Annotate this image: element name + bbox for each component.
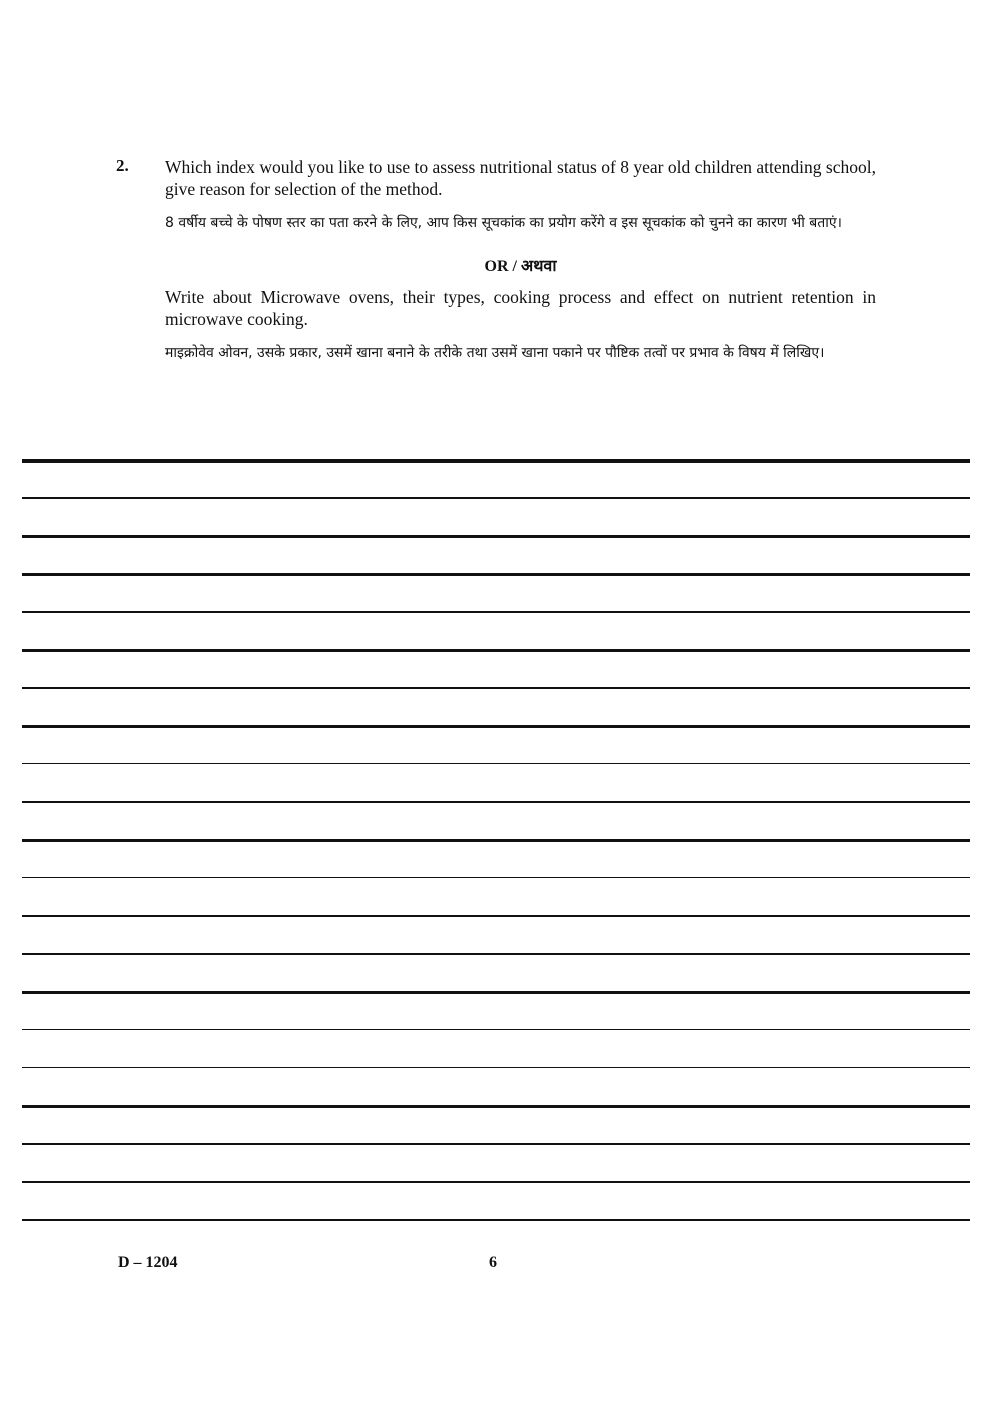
or-separator: OR / अथवा [484, 258, 557, 275]
answer-line [22, 687, 970, 689]
answer-line [22, 1067, 970, 1068]
answer-line [22, 953, 970, 955]
answer-line [22, 1029, 970, 1030]
question-english: Which index would you like to use to assess nutritional status of 8 year old children attending school, give reason for selection of the method. [165, 157, 876, 199]
answer-line [22, 573, 970, 576]
answer-line [22, 991, 970, 994]
answer-line [22, 1105, 970, 1108]
alternate-question-english: Write about Microwave ovens, their types, cooking process and effect on nutrient retention in microwave cooking. [165, 287, 876, 329]
answer-line [22, 535, 970, 538]
question-number: 2. [116, 156, 129, 175]
answer-line [22, 1219, 970, 1221]
answer-line [22, 763, 970, 764]
answer-line [22, 839, 970, 842]
alternate-question-hindi: माइक्रोवेव ओवन, उसके प्रकार, उसमें खाना बनाने के तरीके तथा उसमें खाना पकाने पर पौष्टिक तत्वों पर प्रभाव के विषय में लिखिए। [165, 345, 825, 361]
answer-line [22, 1181, 970, 1183]
paper-code: D – 1204 [118, 1254, 178, 1271]
question-body [165, 156, 876, 368]
answer-line [22, 611, 970, 613]
answer-line [22, 497, 970, 499]
question-block [116, 156, 876, 368]
page-number: 6 [489, 1254, 497, 1271]
answer-line [22, 877, 970, 878]
answer-line [22, 915, 970, 917]
answer-line [22, 649, 970, 652]
question-hindi: 8 वर्षीय बच्चे के पोषण स्तर का पता करने के लिए, आप किस सूचकांक का प्रयोग करेंगे व इस सूचकांक को चुनने का कारण भी बताएं। [165, 215, 842, 231]
answer-line [22, 459, 970, 463]
answer-line [22, 801, 970, 803]
answer-line [22, 1143, 970, 1145]
answer-line [22, 725, 970, 728]
